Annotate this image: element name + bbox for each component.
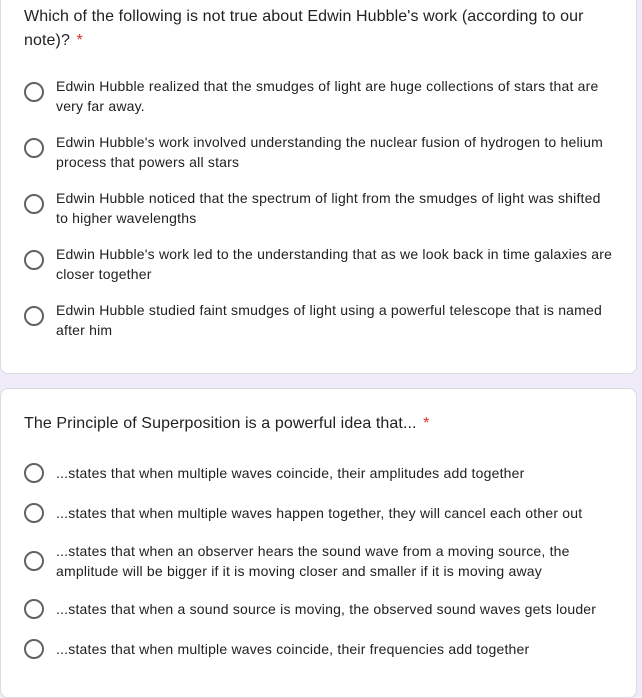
option-label: Edwin Hubble realized that the smudges of light are huge collections of stars that are very far away.	[56, 78, 599, 114]
option-label: ...states that when multiple waves happen together, they will cancel each other out	[56, 505, 583, 521]
radio-button-icon[interactable]	[24, 639, 44, 659]
radio-button-icon[interactable]	[24, 551, 44, 571]
option-label: ...states that when multiple waves coincide, their frequencies add together	[56, 641, 530, 657]
option-label: Edwin Hubble studied faint smudges of light using a powerful telescope that is named after him	[56, 302, 603, 338]
option-label: Edwin Hubble noticed that the spectrum of light from the smudges of light was shifted to higher wavelengths	[56, 190, 601, 226]
radio-button-icon[interactable]	[24, 463, 44, 483]
question-card-superposition	[0, 388, 637, 698]
option-label: ...states that when multiple waves coincide, their amplitudes add together	[56, 465, 525, 481]
question-title: Which of the following is not true about Edwin Hubble's work (according to our note)? *	[24, 8, 584, 49]
radio-button-icon[interactable]	[24, 503, 44, 523]
question-title: The Principle of Superposition is a powerful idea that... *	[24, 415, 430, 432]
required-asterisk: *	[423, 415, 430, 432]
radio-button-icon[interactable]	[24, 82, 44, 102]
radio-button-icon[interactable]	[24, 306, 44, 326]
option-label: Edwin Hubble's work led to the understanding that as we look back in time galaxies are closer together	[56, 246, 613, 282]
radio-button-icon[interactable]	[24, 250, 44, 270]
radio-button-icon[interactable]	[24, 138, 44, 158]
option-label: Edwin Hubble's work involved understanding the nuclear fusion of hydrogen to helium process that powers all stars	[56, 134, 603, 170]
option-label: ...states that when a sound source is moving, the observed sound waves gets louder	[56, 601, 597, 617]
radio-button-icon[interactable]	[24, 599, 44, 619]
radio-button-icon[interactable]	[24, 194, 44, 214]
option-label: ...states that when an observer hears the sound wave from a moving source, the amplitude will be bigger if it is moving closer and smaller if it is moving away	[56, 543, 570, 579]
required-asterisk: *	[76, 32, 83, 49]
